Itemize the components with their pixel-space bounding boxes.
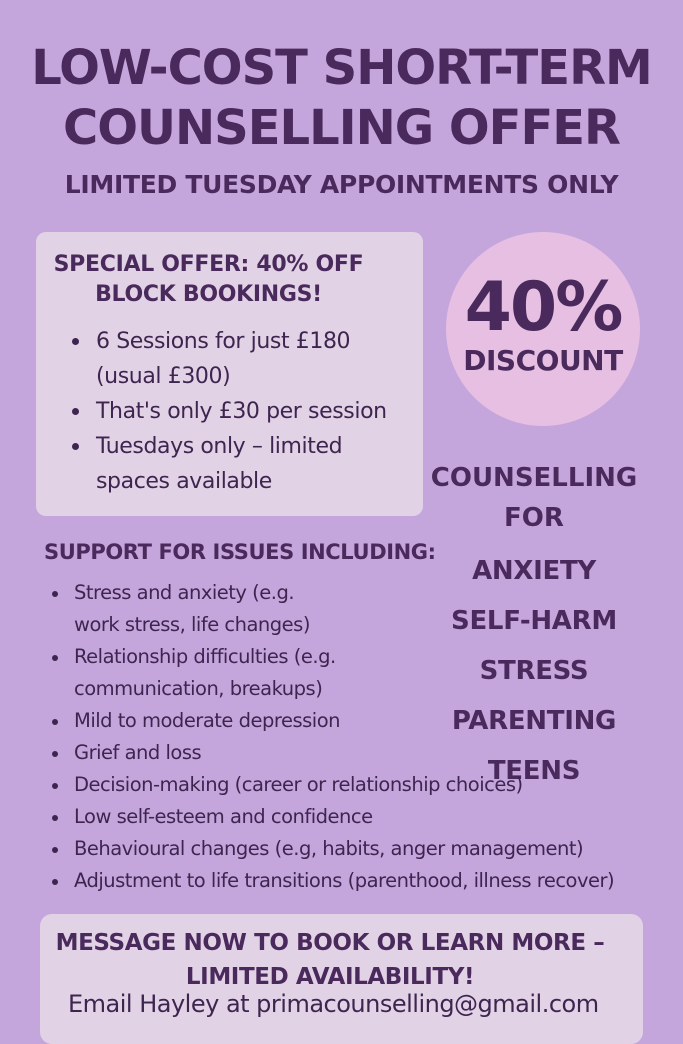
title-line-2: COUNSELLING OFFER [63, 100, 620, 156]
support-item-line-1: Stress and anxiety (e.g. [74, 581, 295, 604]
support-item-line-1: Behavioural changes (e.g, habits, anger management) [74, 837, 584, 860]
support-item [50, 641, 614, 705]
support-item-line-1: Mild to moderate depression [74, 709, 340, 732]
support-item [50, 801, 614, 833]
discount-badge [446, 232, 640, 426]
counselling-for-line-2: FOR [504, 503, 564, 533]
discount-label: DISCOUNT [463, 344, 623, 377]
support-item-line-1: Relationship difficulties (e.g. [74, 645, 336, 668]
special-offer-box [36, 232, 423, 516]
offer-item-line-2: spaces available [96, 469, 272, 494]
offer-item-line-1: That's only £30 per session [96, 399, 387, 424]
support-item [50, 769, 614, 801]
support-heading: SUPPORT FOR ISSUES INCLUDING: [44, 540, 436, 564]
support-item [50, 737, 614, 769]
support-list [50, 577, 614, 897]
contact-heading-line-2: LIMITED AVAILABILITY! [185, 964, 475, 990]
topic-parenting-teens: PARENTING TEENS [451, 706, 617, 786]
support-item-line-1: Adjustment to life transitions (parenthood, illness recover) [74, 869, 615, 892]
support-item-line-1: Decision-making (career or relationship choices) [74, 773, 523, 796]
contact-email: Email Hayley at primacounselling@gmail.com [68, 990, 599, 1018]
support-item-line-1: Low self-esteem and confidence [74, 805, 373, 828]
topic-self-harm: SELF-HARM [451, 606, 617, 636]
offer-item [72, 324, 387, 394]
offer-heading [36, 250, 381, 310]
offer-item [72, 394, 387, 429]
support-item [50, 705, 614, 737]
counselling-for-line-1: COUNSELLING [430, 463, 638, 493]
contact-heading [40, 926, 620, 994]
offer-item-line-2: (usual £300) [96, 364, 231, 389]
offer-item-line-1: 6 Sessions for just £180 [96, 329, 351, 354]
subtitle: LIMITED TUESDAY APPOINTMENTS ONLY [64, 170, 619, 199]
contact-box [40, 914, 643, 1044]
offer-heading-line-2: BLOCK BOOKINGS! [95, 282, 322, 307]
contact-heading-line-1: MESSAGE NOW TO BOOK OR LEARN MORE – [55, 930, 605, 956]
support-item [50, 577, 614, 641]
offer-heading-line-1: SPECIAL OFFER: 40% OFF [53, 252, 364, 277]
support-item-line-2: communication, breakups) [74, 677, 323, 700]
support-item [50, 865, 614, 897]
support-item-line-2: work stress, life changes) [74, 613, 310, 636]
counselling-for-heading [430, 458, 638, 538]
discount-percent: 40% [464, 268, 622, 347]
offer-list [72, 324, 387, 499]
page-title [0, 38, 683, 158]
topic-anxiety: ANXIETY [472, 556, 596, 586]
offer-item [72, 429, 387, 499]
support-item [50, 833, 614, 865]
title-line-1: LOW-COST SHORT-TERM [31, 40, 652, 96]
support-item-line-1: Grief and loss [74, 741, 202, 764]
offer-item-line-1: Tuesdays only – limited [96, 434, 343, 459]
topic-stress: STRESS [479, 656, 589, 686]
